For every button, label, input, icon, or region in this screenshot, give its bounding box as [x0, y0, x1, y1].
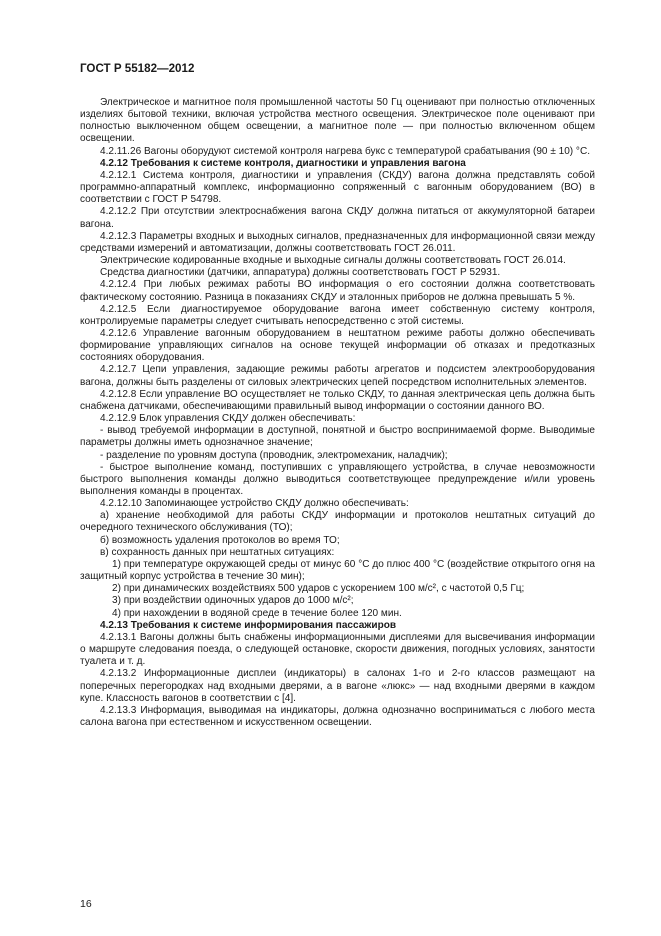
paragraph-diagnostic-tools: Средства диагностики (датчики, аппаратура) должны соответствовать ГОСТ Р 52931. — [100, 267, 501, 279]
paragraph-4-2-12-8: 4.2.12.8 Если управление ВО осуществляет не только СКДУ, то данная электрическая цепь должна быть снабжена датчиками, обеспечивающими правильный вывод информации о состоянии данного ВО. — [80, 388, 595, 412]
list-item-2-dynamic-impacts: 2) при динамических воздействиях 500 ударов с ускорением 100 м/с², с частотой 0,5 Гц; — [112, 583, 525, 595]
paragraph-4-2-12-2: 4.2.12.2 При отсутствии электроснабжения вагона СКДУ должна питаться от аккумуляторной батареи вагона. — [80, 206, 595, 230]
paragraph-emf-measurement: Электрическое и магнитное поля промышленной частоты 50 Гц оценивают при полностью отключенных изделиях бытовой техники, включая устройства местного освещения. Электрическое поле оценивают при полностью выключенном общем освещении, а магнитное поле — при полностью включенном общем освещении. — [80, 97, 595, 145]
list-item-c-data-safety: в) сохранность данных при нештатных ситуациях: — [100, 546, 335, 558]
list-item-a-storage: а) хранение необходимой для работы СКДУ информации и протоколов нештатных ситуаций до очередного технического обслуживания (ТО); — [80, 510, 595, 534]
page-header-standard: ГОСТ Р 55182—2012 — [80, 62, 195, 75]
paragraph-4-2-13-3: 4.2.13.3 Информация, выводимая на индикаторы, должна однозначно восприниматься с любого места салона вагона при естественном и искусственном освещении. — [80, 704, 595, 728]
page-number: 16 — [80, 898, 92, 910]
paragraph-coded-signals: Электрические кодированные входные и выходные сигналы должны соответствовать ГОСТ 26.014. — [100, 255, 566, 267]
section-heading-4-2-13: 4.2.13 Требования к системе информирования пассажиров — [100, 619, 397, 631]
list-item-3-single-impacts: 3) при воздействии одиночных ударов до 1000 м/с²; — [112, 595, 354, 607]
document-body — [80, 97, 595, 729]
paragraph-4-2-12-5: 4.2.12.5 Если диагностируемое оборудование вагона имеет собственную систему контроля, контролируемые параметры следует считывать непосредственно с этой системы. — [80, 303, 595, 327]
paragraph-4-2-12-9: 4.2.12.9 Блок управления СКДУ должен обеспечивать: — [100, 413, 356, 425]
list-item-access-levels: - разделение по уровням доступа (проводник, электромеханик, наладчик); — [100, 449, 448, 461]
paragraph-4-2-13-2: 4.2.13.2 Информационные дисплеи (индикаторы) в салонах 1-го и 2-го классов размещают на поперечных перегородках над входными дверями, а в вагоне «люкс» — над входными дверями в каждом купе. Классность вагонов в соответствии с [4]. — [80, 668, 595, 704]
paragraph-4-2-11-26: 4.2.11.26 Вагоны оборудуют системой контроля нагрева букс с температурой срабатывания (90 ± 10) °С. — [100, 145, 590, 157]
paragraph-4-2-12-4: 4.2.12.4 При любых режимах работы ВО информация о его состоянии должна соответствовать фактическому состоянию. Разница в показаниях СКДУ и эталонных приборов не должна превышать 5 %. — [80, 279, 595, 303]
paragraph-4-2-13-1: 4.2.13.1 Вагоны должны быть снабжены информационными дисплеями для высвечивания информации о маршруте следования поезда, о следующей остановке, скорости движения, погодных условиях, занятости туалета и т. д. — [80, 631, 595, 668]
list-item-b-deletion: б) возможность удаления протоколов во время ТО; — [100, 534, 340, 546]
list-item-1-temperature: 1) при температуре окружающей среды от минус 60 °С до плюс 400 °С (воздействие открытого огня на защитный корпус устройства в течение 30 мин); — [80, 558, 595, 583]
paragraph-4-2-12-3: 4.2.12.3 Параметры входных и выходных сигналов, предназначенных для информационной связи между средствами измерений и автоматизации, должны соответствовать ГОСТ 26.011. — [80, 230, 595, 254]
paragraph-4-2-12-1: 4.2.12.1 Система контроля, диагностики и управления (СКДУ) вагона должна представлять собой программно-аппаратный комплекс, информационно сопряженный с вагонным оборудованием (ВО) в соответствии с ГОСТ Р 54798. — [80, 169, 595, 206]
paragraph-4-2-12-10: 4.2.12.10 Запоминающее устройство СКДУ должно обеспечивать: — [100, 498, 409, 510]
paragraph-4-2-12-7: 4.2.12.7 Цепи управления, задающие режимы работы агрегатов и подсистем электрооборудования вагона, должны быть разделены от силовых электрических цепей посредством исполнительных элементов. — [80, 364, 595, 388]
section-heading-4-2-12: 4.2.12 Требования к системе контроля, диагностики и управления вагона — [100, 157, 466, 169]
list-item-command-execution: - быстрое выполнение команд, поступивших с управляющего устройства, в случае невозможности быстрого выполнения команды должно выводиться соответствующее предупреждение и/или уровень выполнения команды в процентах. — [80, 461, 595, 497]
list-item-4-water: 4) при нахождении в водяной среде в течение более 120 мин. — [112, 607, 402, 619]
list-item-info-output: - вывод требуемой информации в доступной, понятной и быстро воспринимаемой форме. Выводимые параметры должны иметь однозначное значение; — [80, 425, 595, 449]
paragraph-4-2-12-6: 4.2.12.6 Управление вагонным оборудованием в нештатном режиме работы должно обеспечивать формирование управляющих сигналов на основе текущей информации об отказах и предотказных состояниях оборудования. — [80, 327, 595, 364]
